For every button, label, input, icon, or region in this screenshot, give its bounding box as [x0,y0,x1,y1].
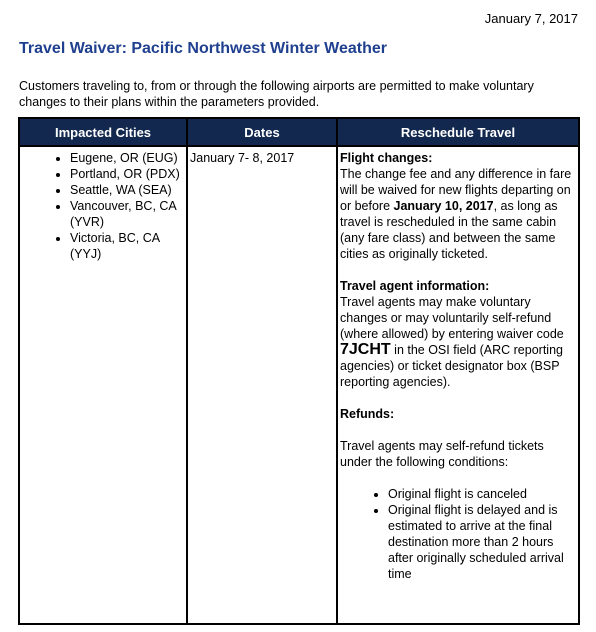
agent-info-text-end: in the OSI field (ARC reporting agencies) or ticket designator box (BSP reporting agencies). [340,343,563,389]
flight-changes-text-end: , as long as travel is rescheduled in the same cabin (any fare class) and between the same cities as originally ticketed. [340,199,558,261]
dates-cell: January 7- 8, 2017 [187,146,337,624]
cities-list [22,150,184,262]
refunds-heading: Refunds: [340,407,395,421]
list-item: • Original flight is canceled [388,486,576,502]
table-header-row [19,118,579,146]
agent-info-text [340,294,576,390]
agent-info-heading: Travel agent information: [340,279,490,293]
waiver-code: 7JCHT [340,341,391,358]
waiver-table [18,117,580,625]
refunds-text: Travel agents may self-refund tickets under the following conditions: [340,439,544,469]
list-item: • Portland, OR (PDX) [70,166,184,182]
agent-info-text-start: Travel agents may make voluntary changes or may voluntarily self-refund (where allowed) by entering waiver code [340,295,564,341]
cities-cell [19,146,187,624]
header-reschedule-travel: Reschedule Travel [337,118,579,146]
list-item: • Original flight is delayed and is estimated to arrive at the final destination more than 2 hours after originally scheduled arrival time [388,502,576,582]
list-item: • Seattle, WA (SEA) [70,182,184,198]
table-row [19,146,579,624]
refund-conditions-list [340,486,576,582]
list-item: • Eugene, OR (EUG) [70,150,184,166]
flight-changes-text [340,166,576,262]
reschedule-cell [337,146,579,624]
flight-changes-heading: Flight changes: [340,151,433,165]
header-dates: Dates [187,118,337,146]
flight-changes-text-start: The change fee and any difference in fare will be waived for new flights departing on or before [340,167,572,213]
document-date: January 7, 2017 [484,11,578,26]
list-item: • Victoria, BC, CA (YYJ) [70,230,184,262]
page-title: Travel Waiver: Pacific Northwest Winter Weather [19,40,387,57]
intro-paragraph: Customers traveling to, from or through the following airports are permitted to make voluntary changes to their plans within the parameters provided. [19,79,534,109]
header-impacted-cities: Impacted Cities [19,118,187,146]
flight-changes-deadline: January 10, 2017 [393,199,494,213]
list-item: • Vancouver, BC, CA (YVR) [70,198,184,230]
